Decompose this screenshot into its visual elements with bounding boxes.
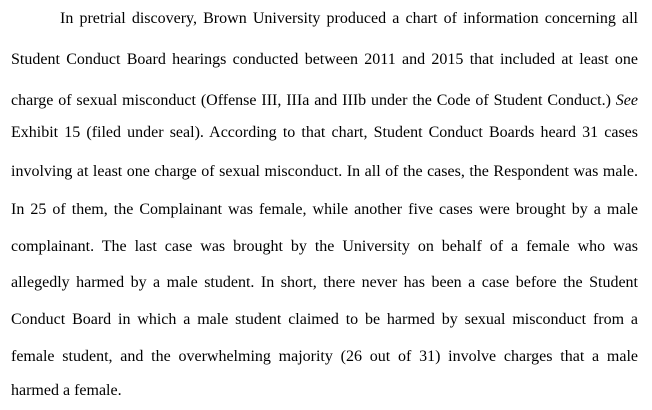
- paragraph-line-7: complainant. The last case was brought by the University on behalf of a female who was: [11, 238, 638, 255]
- paragraph-line-6: In 25 of them, the Complainant was female, while another five cases were brought by a male: [11, 201, 638, 218]
- paragraph-line-10: female student, and the overwhelming majority (26 out of 31) involve charges that a male: [11, 348, 638, 365]
- paragraph-line-11: harmed a female.: [11, 382, 122, 399]
- paragraph-line-8: allegedly harmed by a male student. In short, there never has been a case before the Student: [11, 274, 638, 291]
- paragraph-line-5: involving at least one charge of sexual misconduct. In all of the cases, the Respondent was male.: [11, 163, 638, 180]
- see-citation: See: [615, 92, 638, 109]
- paragraph-line-9: Conduct Board in which a male student claimed to be harmed by sexual misconduct from a: [11, 311, 638, 328]
- paragraph-line-3: [11, 91, 638, 111]
- paragraph-line-2: Student Conduct Board hearings conducted between 2011 and 2015 that included at least one: [11, 51, 638, 68]
- paragraph-line-1: In pretrial discovery, Brown University produced a chart of information concerning all: [60, 10, 638, 27]
- line-3-text: charge of sexual misconduct (Offense III, IIIa and IIIb under the Code of Student Conduct.): [11, 92, 611, 109]
- paragraph-line-4: Exhibit 15 (filed under seal). According to that chart, Student Conduct Boards heard 31 cases: [11, 124, 638, 141]
